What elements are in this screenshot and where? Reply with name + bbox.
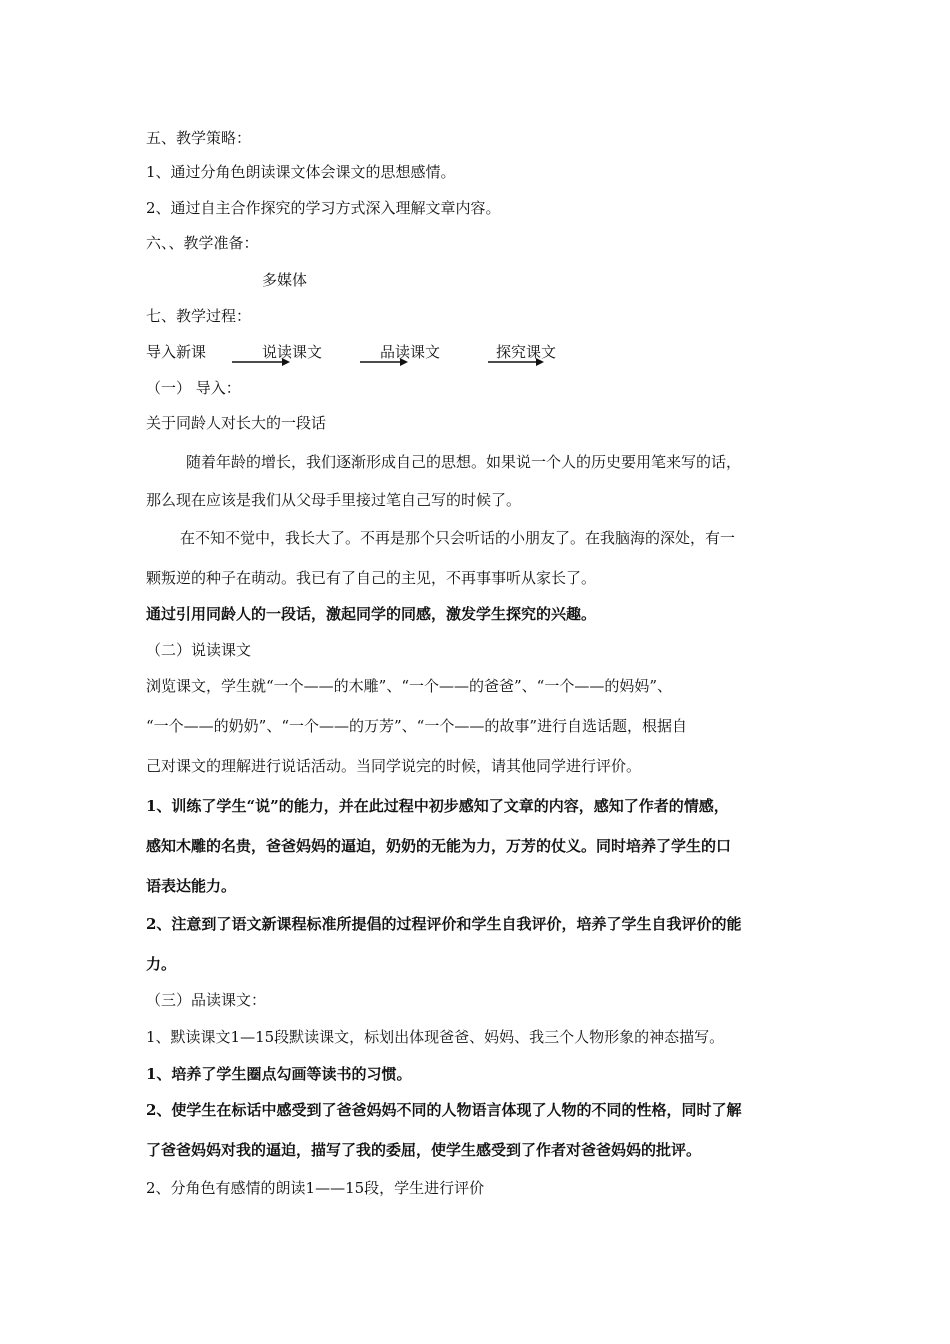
section-heading-strategy: 五、教学策略： (146, 129, 252, 147)
reading-comment-line: 1、训练了学生“说”的能力，并在此过程中初步感知了文章的内容，感知了作者的情感， (146, 797, 729, 815)
flow-step-1: 导入新课 (146, 343, 207, 361)
appreciation-comment-line: 1、培养了学生圈点勾画等读书的习惯。 (146, 1065, 412, 1083)
reading-comment-line: 语表达能力。 (146, 877, 237, 895)
appreciation-comment-line: 了爸爸妈妈对我的逼迫，描写了我的委屈，使学生感受到了作者对爸爸妈妈的批评。 (146, 1141, 702, 1159)
intro-quote-line: 颗叛逆的种子在萌动。我已有了自己的主见，不再事事听从家长了。 (146, 569, 597, 587)
section-heading-preparation: 六、、教学准备： (146, 234, 259, 252)
intro-title: 关于同龄人对长大的一段话 (146, 414, 327, 432)
preparation-item: 多媒体 (262, 271, 308, 289)
intro-quote-line: 那么现在应该是我们从父母手里接过笔自己写的时候了。 (146, 491, 522, 509)
strategy-item-2: 2、通过自主合作探究的学习方式深入理解文章内容。 (146, 199, 501, 217)
process-flow (146, 342, 846, 364)
appreciation-text-line: 2、分角色有感情的朗读1——15段，学生进行评价 (146, 1179, 485, 1197)
subsection-intro: （一） 导入： (146, 379, 241, 397)
appreciation-text-line: 1、默读课文1—15段默读课文，标划出体现爸爸、妈妈、我三个人物形象的神态描写。 (146, 1028, 725, 1046)
intro-quote-line: 在不知不觉中，我长大了。不再是那个只会听话的小朋友了。在我脑海的深处，有一 (180, 529, 736, 547)
intro-quote-line: 随着年龄的增长，我们逐渐形成自己的思想。如果说一个人的历史要用笔来写的话， (186, 453, 742, 471)
subsection-reading: （二）说读课文 (146, 641, 252, 659)
section-heading-process: 七、教学过程： (146, 307, 252, 325)
appreciation-comment-line: 2、使学生在标话中感受到了爸爸妈妈不同的人物语言体现了人物的不同的性格，同时了解 (146, 1101, 742, 1119)
reading-text-line: 己对课文的理解进行说话活动。当同学说完的时候，请其他同学进行评价。 (146, 757, 642, 775)
subsection-appreciation: （三）品读课文： (146, 991, 267, 1009)
reading-comment-line: 力。 (146, 955, 177, 973)
flow-step-2: 说读课文 (262, 343, 323, 361)
reading-text-line: 浏览课文，学生就“一个——的木雕”、“一个——的爸爸”、“一个——的妈妈”、 (146, 677, 673, 695)
strategy-item-1: 1、通过分角色朗读课文体会课文的思想感情。 (146, 163, 456, 181)
reading-comment-line: 2、注意到了语文新课程标准所提倡的过程评价和学生自我评价，培养了学生自我评价的能 (146, 915, 742, 933)
reading-comment-line: 感知木雕的名贵，爸爸妈妈的逼迫，奶奶的无能为力，万芳的仗义。同时培养了学生的口 (146, 837, 732, 855)
reading-text-line: “一个——的奶奶”、“一个——的万芳”、“一个——的故事”进行自选话题，根据自 (146, 717, 688, 735)
flow-step-3: 品读课文 (380, 343, 441, 361)
intro-comment: 通过引用同龄人的一段话，激起同学的同感，激发学生探究的兴趣。 (146, 605, 597, 623)
flow-step-4: 探究课文 (496, 343, 557, 361)
